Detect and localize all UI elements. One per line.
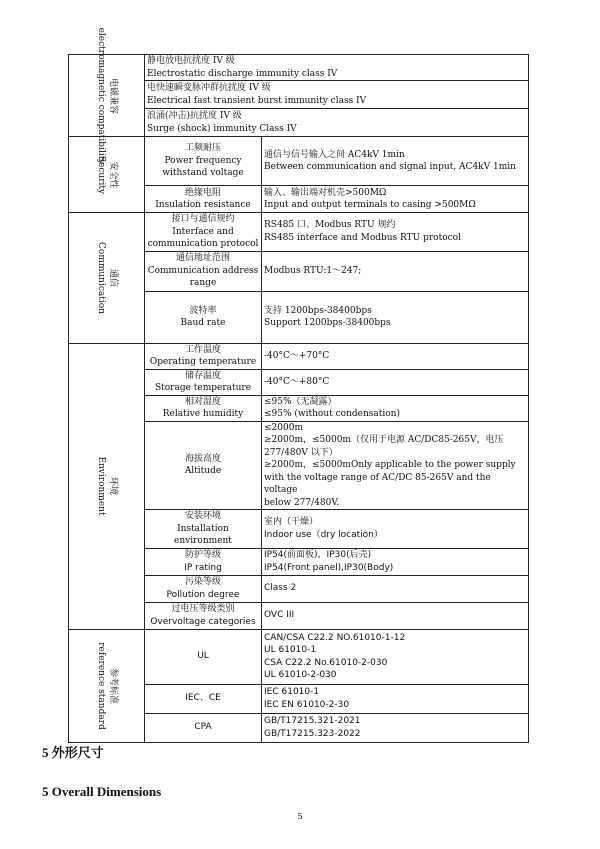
value-cell: CAN/CSA C22.2 NO.61010-1-12 UL 61010-1 CSA C22.2 No.61010-2-030 UL 61010-2-030	[262, 629, 529, 684]
section-heading-zh: 5 外形尺寸	[42, 745, 104, 760]
category-label-zh: 电磁兼容	[107, 77, 118, 114]
category-environment: 环境 Environment	[69, 343, 145, 629]
emc-row: 静电放电抗扰度 IV 级 Electrostatic discharge immunity class IV	[145, 55, 529, 81]
emc-row: 电快速瞬变脉冲群抗扰度 IV 级 Electrical fast transient burst immunity class IV	[145, 81, 529, 109]
category-security: 安全性 Security	[69, 137, 145, 213]
category-communication: 通信 Communication	[69, 213, 145, 344]
section-heading-en: 5 Overall Dimensions	[42, 784, 162, 799]
value-cell: Modbus RTU:1～247;	[262, 251, 529, 291]
table-row	[69, 213, 529, 252]
value-cell: -40°C～+80°C	[262, 369, 529, 395]
item-cell: 污染等级 Pollution degree	[145, 575, 262, 602]
table-row	[69, 137, 529, 186]
item-cell: UL	[145, 629, 262, 684]
item-cell: CPA	[145, 713, 262, 742]
item-cell: 波特率 Baud rate	[145, 291, 262, 343]
item-cell: 工频耐压 Power frequency withstand voltage	[145, 137, 262, 186]
item-cell: 绝缘电阻 Insulation resistance	[145, 186, 262, 213]
item-cell: 过电压等级类别 Overvoltage categories	[145, 602, 262, 629]
table-row	[69, 343, 529, 369]
item-cell: 相对湿度 Relative humidity	[145, 395, 262, 421]
table-row	[69, 629, 529, 684]
item-cell: 通信地址范围 Communication address range	[145, 251, 262, 291]
value-cell: IP54(前面板)，IP30(后壳) IP54(Front panel),IP30(Body)	[262, 548, 529, 575]
value-cell: IEC 61010-1 IEC EN 61010-2-30	[262, 684, 529, 713]
page-number: 5	[297, 812, 303, 821]
specifications-table	[68, 27, 529, 743]
value-cell: 室内（干燥） Indoor use（dry location）	[262, 510, 529, 549]
item-cell: 工作温度 Operating temperature	[145, 343, 262, 369]
value-cell: Class 2	[262, 575, 529, 602]
value-cell: ≤2000m ≥2000m，≤5000m（仅用于电源 AC/DC85-265V，电压 277/480V 以下） ≥2000m，≤5000mOnly applicable to the power supply with the voltage range of AC/DC 85-265V and the voltage below 277/480V.	[262, 421, 529, 510]
category-label-en: electromagnetic compatibility	[95, 27, 106, 164]
value-cell: OVC III	[262, 602, 529, 629]
value-cell: RS485 口、Modbus RTU 规约 RS485 interface and Modbus RTU protocol	[262, 213, 529, 252]
table-row	[69, 55, 529, 81]
category-reference-standard: 参考标准 reference standard	[69, 629, 145, 742]
value-cell: 通信与信号输入之间 AC4kV 1min Between communication and signal input, AC4kV 1min	[262, 137, 529, 186]
item-cell: 安装环境 Installation environment	[145, 510, 262, 549]
value-cell: 支持 1200bps-38400bps Support 1200bps-38400bps	[262, 291, 529, 343]
item-cell: 接口与通信规约 Interface and communication protocol	[145, 213, 262, 252]
category-emc	[69, 27, 145, 164]
item-cell: IEC、CE	[145, 684, 262, 713]
item-cell: 储存温度 Storage temperature	[145, 369, 262, 395]
item-cell: 海拔高度 Altitude	[145, 421, 262, 510]
emc-row: 浪涌(冲击)抗扰度 IV 级 Surge (shock) immunity Class IV	[145, 109, 529, 137]
value-cell: 输入、输出端对机壳>500MΩ Input and output terminals to casing >500MΩ	[262, 186, 529, 213]
value-cell: ≤95%（无凝露） ≤95% (without condensation)	[262, 395, 529, 421]
value-cell: GB/T17215.321-2021 GB/T17215.323-2022	[262, 713, 529, 742]
item-cell: 防护等级 IP rating	[145, 548, 262, 575]
value-cell: -40°C～+70°C	[262, 343, 529, 369]
